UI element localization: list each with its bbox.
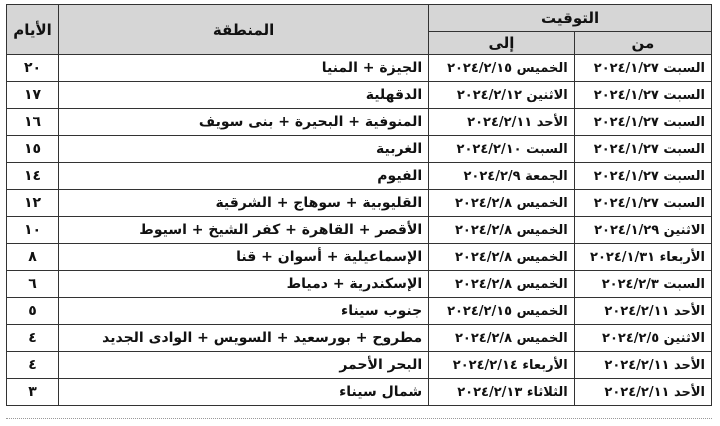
cell-region: الأقصر + القاهرة + كفر الشيخ + اسيوط — [59, 217, 429, 244]
cell-from: الأربعاء ٢٠٢٤/١/٣١ — [574, 244, 711, 271]
cell-from: السبت ٢٠٢٤/١/٢٧ — [574, 163, 711, 190]
cell-days: ٢٠ — [7, 55, 59, 82]
cell-region: الإسكندرية + دمياط — [59, 271, 429, 298]
cell-days: ١٦ — [7, 109, 59, 136]
cell-to: الثلاثاء ٢٠٢٤/٢/١٣ — [429, 379, 575, 406]
header-region: المنطقة — [59, 5, 429, 55]
table-row — [7, 136, 712, 163]
table-row — [7, 379, 712, 406]
cell-to: الأربعاء ٢٠٢٤/٢/١٤ — [429, 352, 575, 379]
cell-region: جنوب سيناء — [59, 298, 429, 325]
cell-days: ٨ — [7, 244, 59, 271]
cell-days: ٥ — [7, 298, 59, 325]
cell-from: السبت ٢٠٢٤/١/٢٧ — [574, 82, 711, 109]
cell-to: الخميس ٢٠٢٤/٢/١٥ — [429, 298, 575, 325]
table-row — [7, 271, 712, 298]
cell-days: ٣ — [7, 379, 59, 406]
cell-region: شمال سيناء — [59, 379, 429, 406]
table-row — [7, 55, 712, 82]
cell-region: البحر الأحمر — [59, 352, 429, 379]
cell-region: مطروح + بورسعيد + السويس + الوادى الجديد — [59, 325, 429, 352]
table-row — [7, 244, 712, 271]
cell-days: ١٥ — [7, 136, 59, 163]
cell-days: ١٤ — [7, 163, 59, 190]
cell-region: الفيوم — [59, 163, 429, 190]
cell-from: الأحد ٢٠٢٤/٢/١١ — [574, 352, 711, 379]
cell-from: السبت ٢٠٢٤/٢/٣ — [574, 271, 711, 298]
table-header — [7, 5, 712, 55]
table-row — [7, 163, 712, 190]
cell-region: المنوفية + البحيرة + بنى سويف — [59, 109, 429, 136]
cell-from: السبت ٢٠٢٤/١/٢٧ — [574, 55, 711, 82]
cell-from: الأحد ٢٠٢٤/٢/١١ — [574, 379, 711, 406]
cell-to: الأحد ٢٠٢٤/٢/١١ — [429, 109, 575, 136]
cell-region: الغربية — [59, 136, 429, 163]
cell-days: ٤ — [7, 325, 59, 352]
table-row — [7, 325, 712, 352]
cell-region: الإسماعيلية + أسوان + قنا — [59, 244, 429, 271]
table-row — [7, 298, 712, 325]
cell-region: القليوبية + سوهاج + الشرقية — [59, 190, 429, 217]
cell-to: الجمعة ٢٠٢٤/٢/٩ — [429, 163, 575, 190]
cell-region: الجيزة + المنيا — [59, 55, 429, 82]
cell-to: الخميس ٢٠٢٤/٢/٨ — [429, 244, 575, 271]
table-row — [7, 109, 712, 136]
cell-days: ١٠ — [7, 217, 59, 244]
cell-days: ٦ — [7, 271, 59, 298]
cell-to: الخميس ٢٠٢٤/٢/٨ — [429, 190, 575, 217]
cell-to: الخميس ٢٠٢٤/٢/٨ — [429, 325, 575, 352]
cell-region: الدقهلية — [59, 82, 429, 109]
table-row — [7, 217, 712, 244]
cell-from: السبت ٢٠٢٤/١/٢٧ — [574, 136, 711, 163]
cell-days: ١٢ — [7, 190, 59, 217]
bottom-divider — [6, 418, 712, 419]
table-row — [7, 82, 712, 109]
cell-to: الاثنين ٢٠٢٤/٢/١٢ — [429, 82, 575, 109]
table-row — [7, 352, 712, 379]
header-timing: التوقيت — [429, 5, 712, 32]
cell-to: الخميس ٢٠٢٤/٢/٨ — [429, 271, 575, 298]
cell-days: ١٧ — [7, 82, 59, 109]
header-days: الأيام — [7, 5, 59, 55]
header-to: إلى — [429, 32, 575, 55]
table-row — [7, 190, 712, 217]
header-from: من — [574, 32, 711, 55]
cell-to: الخميس ٢٠٢٤/٢/٨ — [429, 217, 575, 244]
cell-from: السبت ٢٠٢٤/١/٢٧ — [574, 190, 711, 217]
cell-from: الاثنين ٢٠٢٤/٢/٥ — [574, 325, 711, 352]
cell-to: الخميس ٢٠٢٤/٢/١٥ — [429, 55, 575, 82]
cell-from: الاثنين ٢٠٢٤/١/٢٩ — [574, 217, 711, 244]
cell-from: السبت ٢٠٢٤/١/٢٧ — [574, 109, 711, 136]
cell-from: الأحد ٢٠٢٤/٢/١١ — [574, 298, 711, 325]
cell-to: السبت ٢٠٢٤/٢/١٠ — [429, 136, 575, 163]
table-body — [7, 55, 712, 406]
schedule-table — [6, 4, 712, 406]
cell-days: ٤ — [7, 352, 59, 379]
